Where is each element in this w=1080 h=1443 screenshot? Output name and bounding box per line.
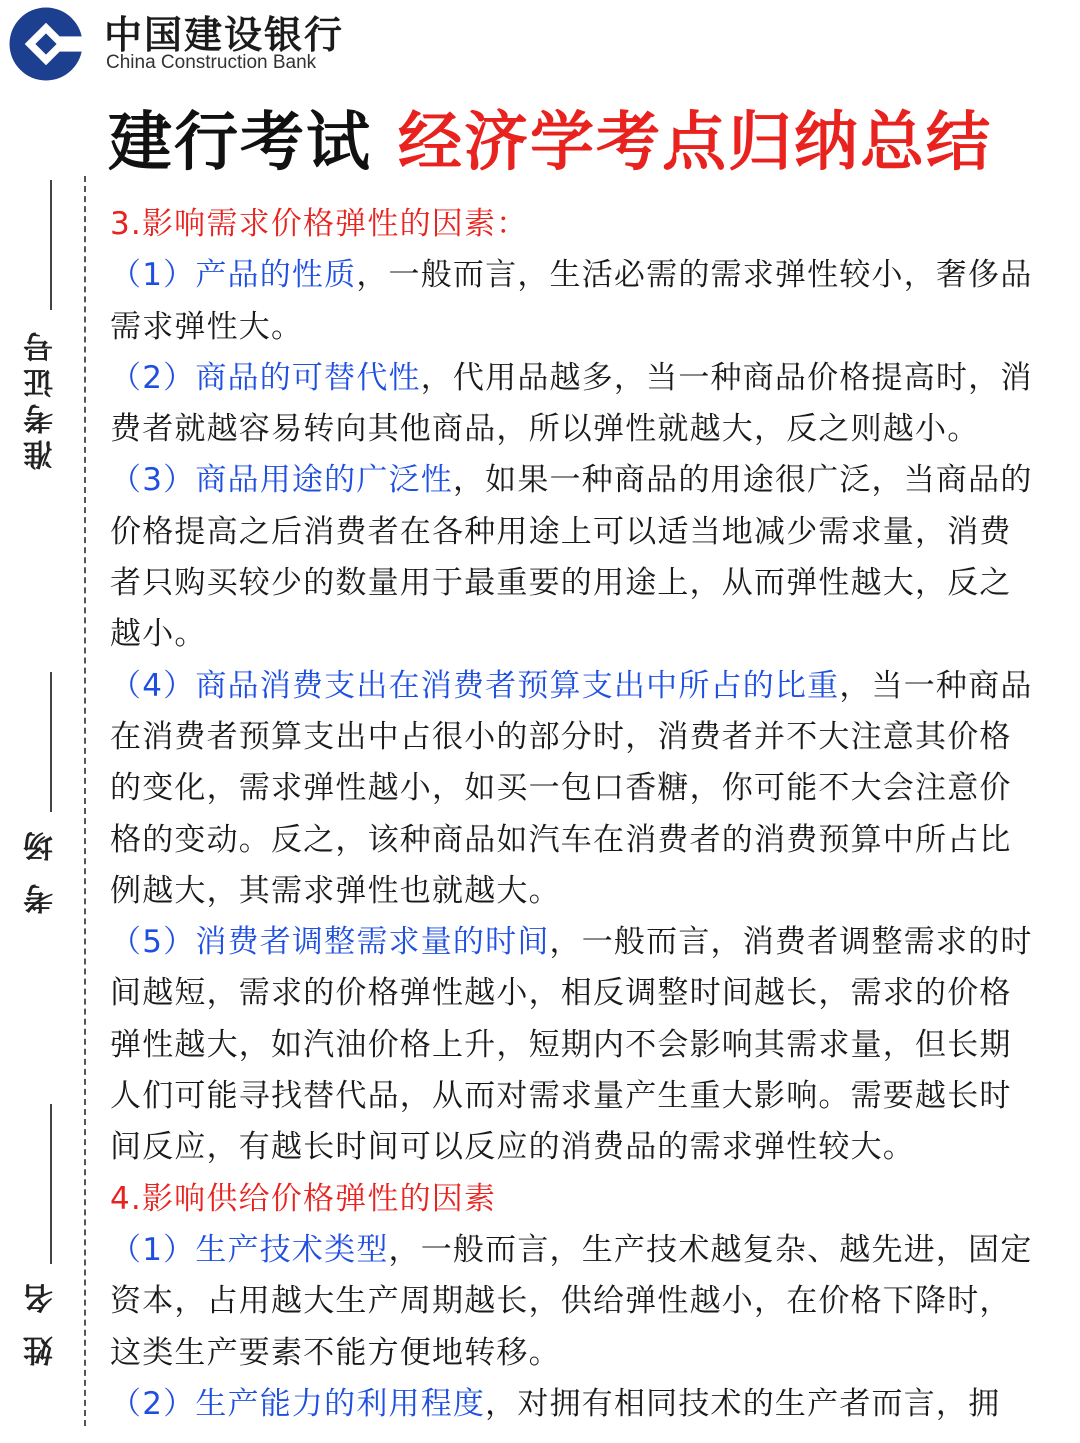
exam-id-fill-line [50, 180, 52, 310]
exam-room-label: 考 场 [24, 825, 59, 915]
paragraph-text: ，当一种商品在消费者预算支出中占很小的部分时，消费者并不大注意其价格的变化，需求弹性越小，如买一包口香糖，你可能不大会注意价格的变动。反之，该种商品如汽车在消费者的消费预算中所占比例越大，其需求弹性也就越大。 [110, 667, 1033, 909]
section-heading-demand: 3.影响需求价格弹性的因素： [110, 206, 529, 242]
title-red: 经济学考点归纳总结 [398, 106, 992, 180]
paragraph-demand-3 [110, 455, 1040, 660]
paragraph-demand-4 [110, 661, 1040, 917]
ccb-logo-icon [8, 6, 84, 82]
key-term: （5）消费者调整需求量的时间 [110, 924, 550, 961]
page-title [108, 104, 1068, 182]
bank-name-cn: 中国建设银行 [104, 13, 345, 57]
binding-dashed-line [84, 176, 86, 1426]
key-term: （1）生产技术类型 [110, 1231, 389, 1268]
exam-id-label: 准考证号 [24, 326, 59, 470]
section-heading-supply: 4.影响供给价格弹性的因素 [110, 1180, 497, 1217]
paragraph-text: ，一般而言，消费者调整需求的时间越短，需求的价格弹性越小，相反调整时间越长，需求的价格弹性越大，如汽油价格上升，短期内不会影响其需求量，但长期人们可能寻找替代品，从而对需求量产生重大影响。需要越长时间反应，有越长时间可以反应的消费品的需求弹性较大。 [110, 924, 1033, 1166]
name-fill-line [50, 1104, 52, 1264]
exam-room-fill-line [50, 672, 52, 812]
key-term: （3）商品用途的广泛性 [110, 462, 453, 499]
paragraph-text: ，对拥有相同技术的生产者而言，拥 [485, 1385, 1001, 1422]
paragraph-supply-2 [110, 1379, 1040, 1430]
paragraph-text: ，一般而言，生活必需的需求弹性较小，奢侈品需求弹性大。 [110, 257, 1033, 345]
paragraph-demand-1 [110, 250, 1040, 353]
paragraph-demand-5 [110, 917, 1040, 1173]
key-term: （2）商品的可替代性 [110, 359, 421, 396]
article-body [110, 199, 1040, 1430]
title-black: 建行考试 [108, 106, 372, 180]
key-term: （2）生产能力的利用程度 [110, 1385, 486, 1422]
name-label: 姓 名 [24, 1277, 59, 1367]
key-term: （4）商品消费支出在消费者预算支出中所占的比重 [110, 667, 840, 704]
paragraph-text: ，如果一种商品的用途很广泛，当商品的价格提高之后消费者在各种用途上可以适当地减少需求量，消费者只购买较少的数量用于最重要的用途上，从而弹性越大，反之越小。 [110, 462, 1033, 653]
paragraph-demand-2 [110, 353, 1040, 456]
bank-name-en: China Construction Bank [106, 52, 317, 73]
key-term: （1）产品的性质 [110, 257, 357, 294]
paragraph-text: ，代用品越多，当一种商品价格提高时，消费者就越容易转向其他商品，所以弹性就越大，反之则越小。 [110, 359, 1033, 448]
paragraph-text: ，一般而言，生产技术越复杂、越先进，固定资本，占用越大生产周期越长，供给弹性越小，在价格下降时，这类生产要素不能方便地转移。 [110, 1231, 1033, 1371]
paragraph-supply-1 [110, 1225, 1040, 1379]
